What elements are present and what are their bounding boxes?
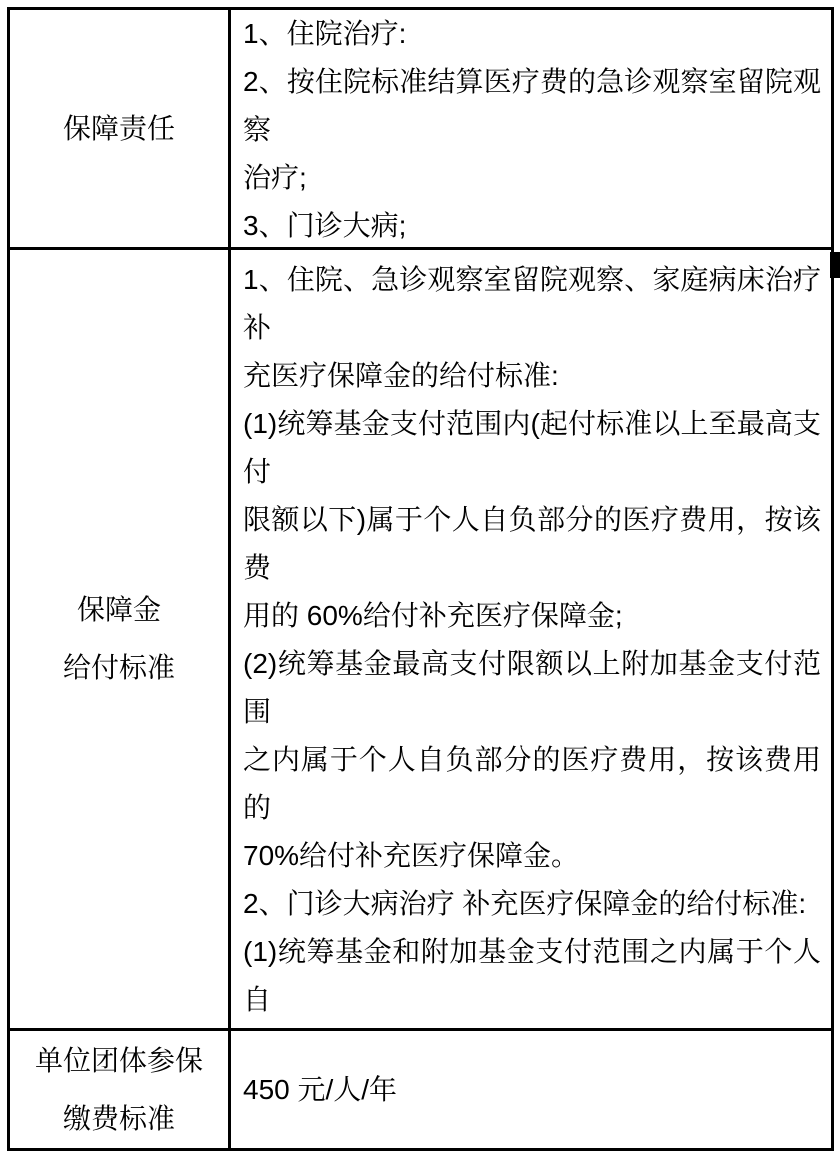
content-line: 2、门诊大病治疗 补充医疗保障金的给付标准: [243, 888, 807, 919]
table-row-coverage-responsibility [10, 10, 831, 250]
edge-black-mark [830, 252, 840, 278]
content-line: 之内属于个人自负部分的医疗费用，按该费用的 [243, 744, 821, 823]
content-line: (1)统筹基金支付范围内(起付标准以上至最高支付 [243, 408, 821, 487]
table-row-group-premium-standard [10, 1031, 831, 1148]
content-line: (2)统筹基金最高支付限额以上附加基金支付范围 [243, 648, 821, 727]
content-line: 充医疗保障金的给付标准: [243, 360, 559, 391]
row-content-cell [231, 10, 831, 247]
content-line [243, 1024, 821, 1028]
content-line: 1、住院治疗: [243, 18, 407, 49]
row-label-cell [10, 10, 231, 247]
benefit-table [7, 7, 834, 1151]
row-label-text: 保障责任 [62, 112, 175, 144]
row-label-cell [10, 250, 231, 1028]
row-label-text: 保障金 [76, 594, 161, 625]
content-line: 1、住院、急诊观察室留院观察、家庭病床治疗 补 [243, 264, 821, 343]
content-line: 3、门诊大病; [243, 210, 407, 241]
content-line: (1)统筹基金和附加基金支付范围之内属于个人自 [243, 936, 821, 1015]
content-line: 70%给付补充医疗保障金。 [243, 840, 580, 871]
row-label-text: 单位团体参保 [34, 1044, 203, 1076]
row-label-cell [10, 1031, 231, 1148]
content-line: 450 元/人/年 [243, 1073, 398, 1105]
row-content-cell [231, 250, 831, 1028]
row-content-cell [231, 1031, 831, 1148]
row-label-text: 缴费标准 [62, 1102, 175, 1134]
content-line: 治疗; [243, 162, 307, 193]
content-line: 用的 60%给付补充医疗保障金; [243, 600, 623, 631]
row-label-text: 给付标准 [62, 652, 175, 683]
table-row-benefit-payment-standard [10, 250, 831, 1031]
content-line: 限额以下)属于个人自负部分的医疗费用，按该费 [243, 504, 821, 583]
content-line: 2、按住院标准结算医疗费的急诊观察室留院观察 [243, 66, 821, 145]
